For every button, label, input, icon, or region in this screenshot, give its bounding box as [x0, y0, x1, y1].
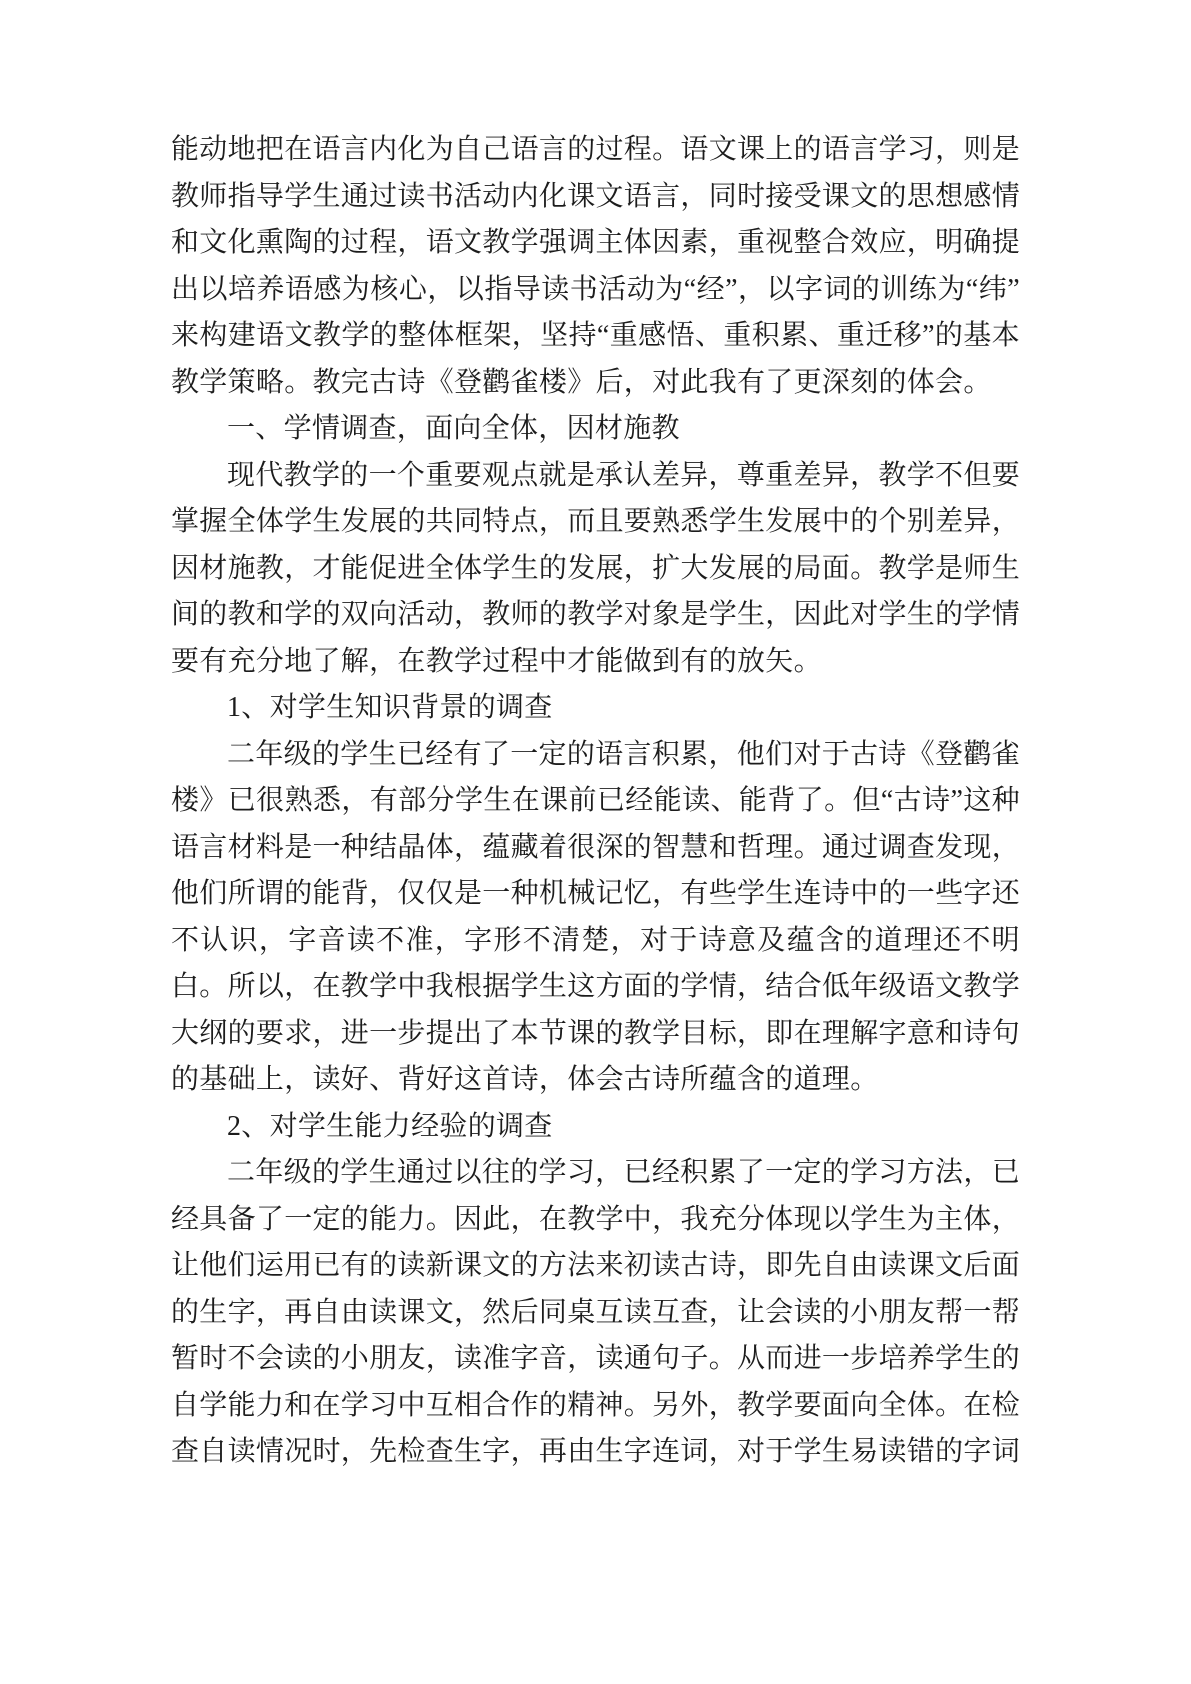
- body-paragraph: 现代教学的一个重要观点就是承认差异，尊重差异，教学不但要掌握全体学生发展的共同特点，而且要熟悉学生发展中的个别差异，因材施教，才能促进全体学生的发展，扩大发展的局面。教学是师生间的教和学的双向活动，教师的教学对象是学生，因此对学生的学情要有充分地了解，在教学过程中才能做到有的放矢。: [171, 459, 1021, 677]
- sub-heading: 2、对学生能力经验的调查: [227, 1110, 553, 1142]
- body-paragraph: 二年级的学生通过以往的学习，已经积累了一定的学习方法，已经具备了一定的能力。因此，在教学中，我充分体现以学生为主体，让他们运用已有的读新课文的方法来初读古诗，即先自由读课文后面的生字，再自由读课文，然后同桌互读互查，让会读的小朋友帮一帮暂时不会读的小朋友，读准字音，读通句子。从而进一步培养学生的自学能力和在学习中互相合作的精神。另外，教学要面向全体。在检查自读情况时，先检查生字，再由生字连词，对于学生易读错的字词: [171, 1157, 1021, 1467]
- continuation-paragraph: 能动地把在语言内化为自己语言的过程。语文课上的语言学习，则是教师指导学生通过读书活动内化课文语言，同时接受课文的思想感情和文化熏陶的过程，语文教学强调主体因素，重视整合效应，明确提出以培养语感为核心，以指导读书活动为“经”，以字词的训练为“纬”来构建语文教学的整体框架，坚持“重感悟、重积累、重迁移”的基本教学策略。教完古诗《登鹳雀楼》后，对此我有了更深刻的体会。: [171, 134, 1021, 398]
- document-text-block: [171, 127, 1020, 1476]
- section-heading: 一、学情调查，面向全体，因材施教: [227, 413, 680, 444]
- body-paragraph: 二年级的学生已经有了一定的语言积累，他们对于古诗《登鹳雀楼》已很熟悉，有部分学生在课前已经能读、能背了。但“古诗”这种语言材料是一种结晶体，蕴藏着很深的智慧和哲理。通过调查发现，他们所谓的能背，仅仅是一种机械记忆，有些学生连诗中的一些字还不认识，字音读不准，字形不清楚，对于诗意及蕴含的道理还不明白。所以，在教学中我根据学生这方面的学情，结合低年级语文教学大纲的要求，进一步提出了本节课的教学目标，即在理解字意和诗句的基础上，读好、背好这首诗，体会古诗所蕴含的道理。: [171, 738, 1021, 1095]
- sub-heading: 1、对学生知识背景的调查: [227, 692, 553, 723]
